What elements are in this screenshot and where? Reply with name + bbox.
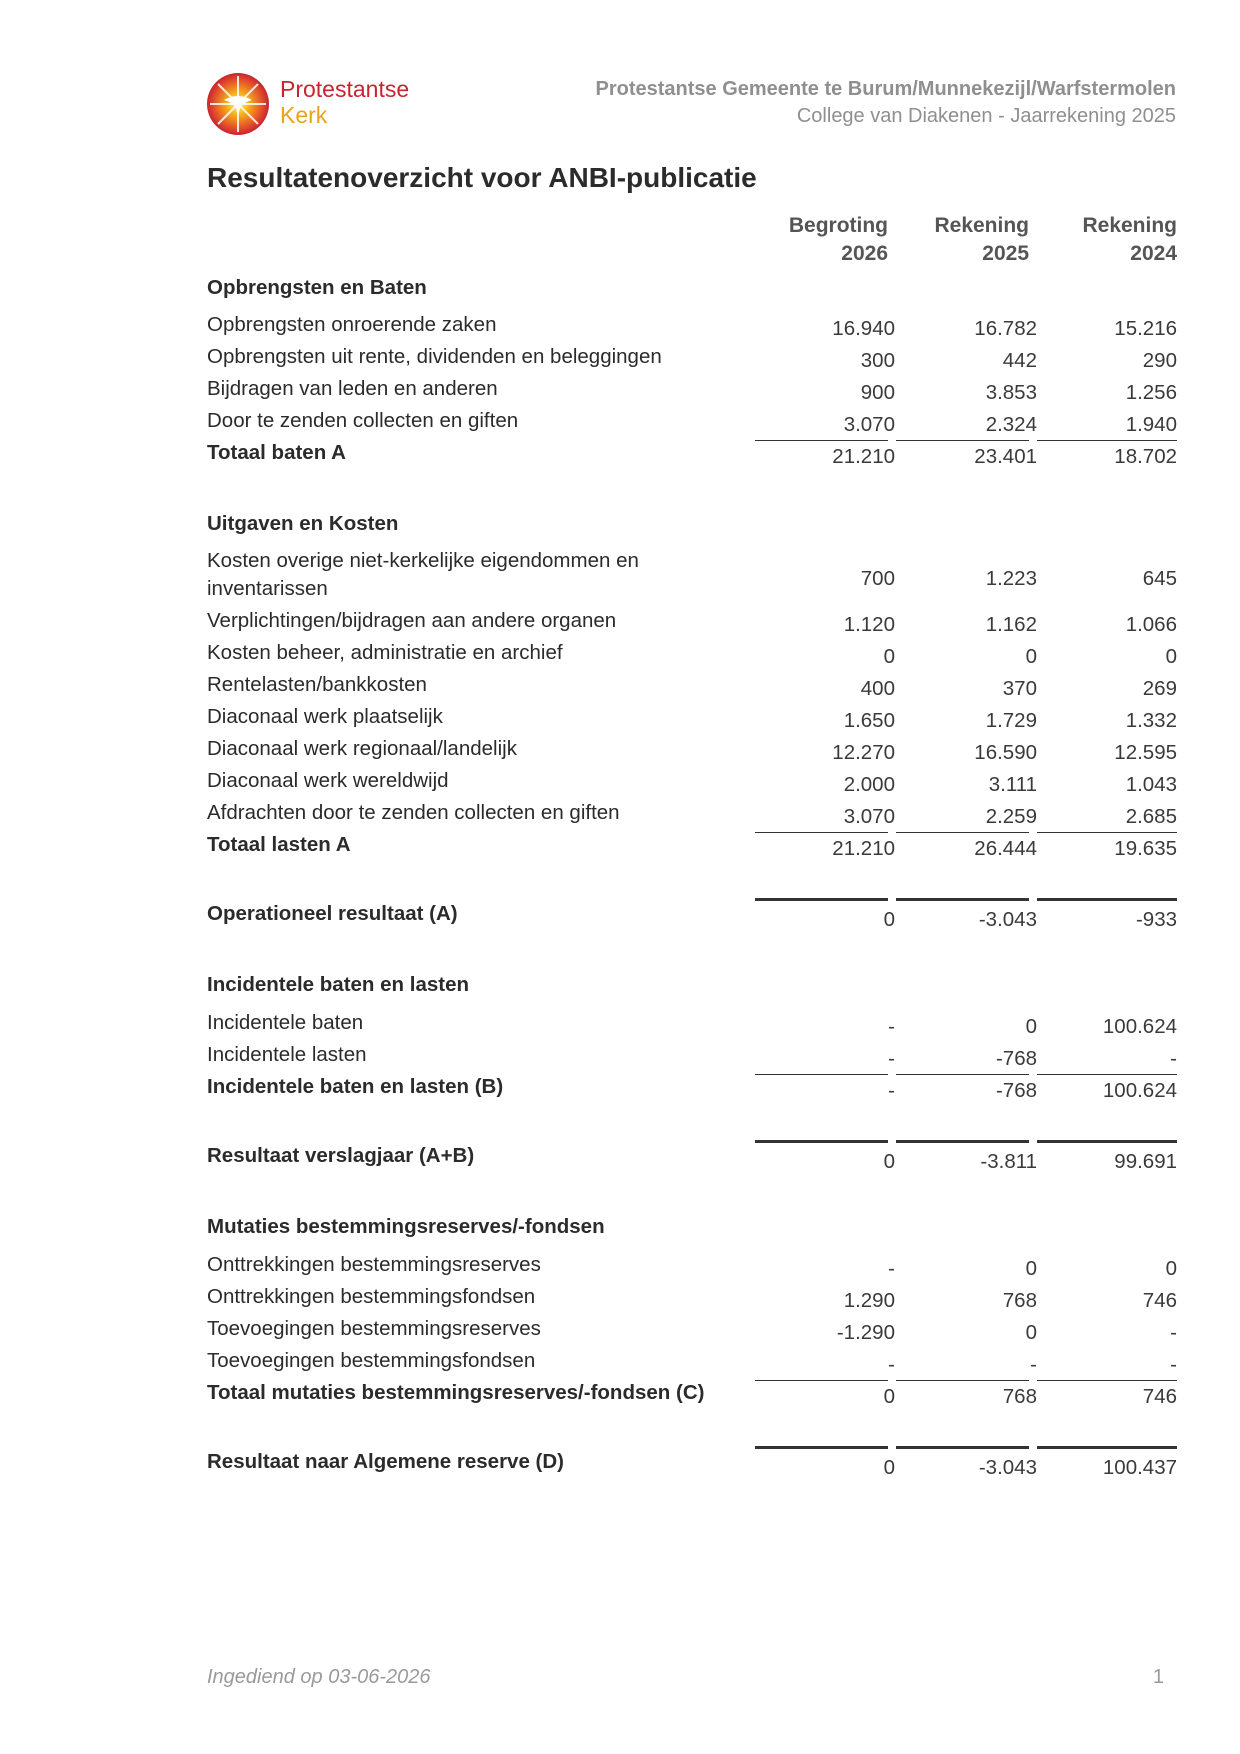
- value-rekening-2024: 1.256: [1125, 381, 1177, 404]
- total-row: [207, 1073, 1177, 1105]
- table-row: [207, 639, 1177, 671]
- value-rekening-2024: 100.624: [1102, 1015, 1177, 1038]
- value-begroting-2026: 1.290: [843, 1289, 895, 1312]
- row-label: Incidentele baten en lasten (B): [207, 1075, 504, 1098]
- value-rekening-2024: 746: [1142, 1385, 1177, 1408]
- page-number: 1: [1152, 1666, 1164, 1688]
- row-label: Diaconaal werk regionaal/landelijk: [207, 737, 517, 760]
- value-rekening-2025: -3.811: [980, 1150, 1037, 1173]
- value-rekening-2024: 1.043: [1125, 773, 1177, 796]
- value-rekening-2024: 1.066: [1125, 613, 1177, 636]
- value-rekening-2024: 1.332: [1125, 709, 1177, 732]
- value-rekening-2024: 1.940: [1125, 413, 1177, 436]
- value-rekening-2024: 290: [1142, 349, 1177, 372]
- column-header-line2: 2025: [982, 242, 1029, 265]
- row-label: Opbrengsten onroerende zaken: [207, 313, 497, 336]
- row-label: Operationeel resultaat (A): [207, 902, 458, 925]
- value-rekening-2025: -3.043: [978, 1456, 1037, 1479]
- row-label: Resultaat verslagjaar (A+B): [207, 1144, 475, 1167]
- organization-header: [595, 76, 1176, 130]
- logo-line-1: Protestantse: [280, 76, 410, 102]
- table-row: [207, 671, 1177, 703]
- value-begroting-2026: 0: [883, 645, 895, 668]
- value-begroting-2026: 700: [860, 567, 895, 590]
- value-rekening-2024: 100.624: [1102, 1079, 1177, 1102]
- row-label: Toevoegingen bestemmingsreserves: [207, 1317, 541, 1340]
- value-rekening-2025: 1.729: [985, 709, 1037, 732]
- result-row: [207, 900, 1177, 932]
- value-rekening-2025: 23.401: [974, 445, 1037, 468]
- table-row: [207, 703, 1177, 735]
- value-rekening-2025: -768: [995, 1079, 1037, 1102]
- column-header-line1: Rekening: [1082, 214, 1177, 237]
- value-rekening-2025: 370: [1002, 677, 1037, 700]
- total-row: [207, 1379, 1177, 1411]
- table-row: [207, 1347, 1177, 1379]
- value-rekening-2025: 3.853: [985, 381, 1037, 404]
- page-title: Resultatenoverzicht voor ANBI-publicatie: [207, 162, 757, 193]
- value-begroting-2026: -1.290: [836, 1321, 895, 1344]
- value-begroting-2026: 16.940: [832, 317, 895, 340]
- row-label: Totaal baten A: [207, 441, 346, 464]
- column-header-begroting-2026: [755, 212, 888, 268]
- value-rekening-2025: 0: [1025, 1257, 1037, 1280]
- column-header-line1: Begroting: [788, 214, 888, 237]
- section-heading-kosten: Uitgaven en Kosten: [207, 512, 399, 535]
- value-begroting-2026: -: [888, 1079, 895, 1102]
- result-row: [207, 1448, 1177, 1480]
- table-row: [207, 311, 1177, 343]
- row-label: [207, 547, 747, 603]
- value-rekening-2024: 18.702: [1114, 445, 1177, 468]
- value-begroting-2026: 21.210: [832, 837, 895, 860]
- total-row: [207, 439, 1177, 471]
- value-begroting-2026: 2.000: [843, 773, 895, 796]
- value-rekening-2024: 0: [1165, 1257, 1177, 1280]
- table-row: [207, 1283, 1177, 1315]
- row-label: Kosten beheer, administratie en archief: [207, 641, 563, 664]
- value-rekening-2025: 2.259: [985, 805, 1037, 828]
- value-rekening-2025: 768: [1002, 1289, 1037, 1312]
- row-label: Onttrekkingen bestemmingsfondsen: [207, 1285, 536, 1308]
- table-row: [207, 767, 1177, 799]
- table-row: [207, 1009, 1177, 1041]
- value-rekening-2024: 12.595: [1114, 741, 1177, 764]
- column-header-rekening-2025: [896, 212, 1029, 268]
- value-begroting-2026: 3.070: [843, 805, 895, 828]
- protestantse-kerk-logo-icon: [206, 72, 270, 136]
- value-rekening-2024: 0: [1165, 645, 1177, 668]
- value-rekening-2024: 746: [1142, 1289, 1177, 1312]
- value-rekening-2024: 100.437: [1102, 1456, 1177, 1479]
- value-begroting-2026: 1.120: [843, 613, 895, 636]
- row-label: Resultaat naar Algemene reserve (D): [207, 1450, 564, 1473]
- table-row: [207, 799, 1177, 831]
- value-rekening-2025: 26.444: [974, 837, 1037, 860]
- value-begroting-2026: 1.650: [843, 709, 895, 732]
- row-label: Verplichtingen/bijdragen aan andere organen: [207, 609, 617, 632]
- submission-date: Ingediend op 03-06-2026: [207, 1666, 431, 1688]
- value-begroting-2026: 21.210: [832, 445, 895, 468]
- row-label-line1: Kosten overige niet-kerkelijke eigendommen en: [207, 549, 639, 572]
- row-label: Bijdragen van leden en anderen: [207, 377, 498, 400]
- table-row: [207, 1251, 1177, 1283]
- value-rekening-2025: -: [1030, 1353, 1037, 1376]
- value-rekening-2025: -768: [995, 1047, 1037, 1070]
- row-label: Incidentele baten: [207, 1011, 364, 1034]
- row-label: Totaal lasten A: [207, 833, 351, 856]
- value-begroting-2026: 12.270: [832, 741, 895, 764]
- value-rekening-2025: 1.223: [985, 567, 1037, 590]
- table-row: [207, 375, 1177, 407]
- table-row: [207, 1315, 1177, 1347]
- value-rekening-2025: 0: [1025, 645, 1037, 668]
- value-rekening-2024: -: [1170, 1321, 1177, 1344]
- value-rekening-2025: 16.590: [974, 741, 1037, 764]
- value-begroting-2026: 0: [883, 1150, 895, 1173]
- value-begroting-2026: 900: [860, 381, 895, 404]
- value-begroting-2026: 400: [860, 677, 895, 700]
- value-begroting-2026: -: [888, 1353, 895, 1376]
- table-row: [207, 607, 1177, 639]
- row-label-line2: inventarissen: [207, 577, 328, 600]
- value-rekening-2024: 19.635: [1114, 837, 1177, 860]
- value-begroting-2026: 0: [883, 1456, 895, 1479]
- value-rekening-2024: -: [1170, 1353, 1177, 1376]
- value-rekening-2024: -: [1170, 1047, 1177, 1070]
- row-label: Afdrachten door te zenden collecten en giften: [207, 801, 620, 824]
- table-row: [207, 735, 1177, 767]
- document-subtitle: College van Diakenen - Jaarrekening 2025: [796, 105, 1176, 127]
- row-label: Onttrekkingen bestemmingsreserves: [207, 1253, 541, 1276]
- value-begroting-2026: 0: [883, 1385, 895, 1408]
- section-heading-mutaties: Mutaties bestemmingsreserves/-fondsen: [207, 1215, 605, 1238]
- row-label: Incidentele lasten: [207, 1043, 367, 1066]
- value-rekening-2024: 645: [1142, 567, 1177, 590]
- value-rekening-2025: 16.782: [974, 317, 1037, 340]
- section-heading-baten: Opbrengsten en Baten: [207, 276, 427, 299]
- row-label: Toevoegingen bestemmingsfondsen: [207, 1349, 536, 1372]
- column-header-rekening-2024: [1037, 212, 1177, 268]
- column-header-line1: Rekening: [934, 214, 1029, 237]
- row-label: Diaconaal werk wereldwijd: [207, 769, 449, 792]
- value-begroting-2026: -: [888, 1047, 895, 1070]
- table-row: [207, 1041, 1177, 1073]
- value-rekening-2025: 442: [1002, 349, 1037, 372]
- logo-wordmark: [280, 76, 409, 128]
- value-begroting-2026: -: [888, 1015, 895, 1038]
- row-label: Opbrengsten uit rente, dividenden en beleggingen: [207, 345, 662, 368]
- value-begroting-2026: 3.070: [843, 413, 895, 436]
- value-rekening-2025: -3.043: [978, 908, 1037, 931]
- row-label: Door te zenden collecten en giften: [207, 409, 519, 432]
- column-header-line2: 2026: [841, 242, 888, 265]
- value-rekening-2024: 99.691: [1114, 1150, 1177, 1173]
- value-rekening-2025: 3.111: [988, 773, 1037, 796]
- table-row: [207, 547, 1177, 607]
- table-row: [207, 407, 1177, 439]
- logo-line-2: Kerk: [280, 102, 328, 128]
- value-rekening-2025: 0: [1025, 1321, 1037, 1344]
- value-begroting-2026: 300: [860, 349, 895, 372]
- result-row: [207, 1142, 1177, 1174]
- value-rekening-2025: 0: [1025, 1015, 1037, 1038]
- organization-name: Protestantse Gemeente te Burum/Munnekezijl/Warfstermolen: [595, 78, 1176, 100]
- row-label: Rentelasten/bankkosten: [207, 673, 427, 696]
- value-rekening-2024: -933: [1135, 908, 1177, 931]
- value-rekening-2024: 15.216: [1114, 317, 1177, 340]
- value-rekening-2025: 768: [1002, 1385, 1037, 1408]
- table-row: [207, 343, 1177, 375]
- value-begroting-2026: -: [888, 1257, 895, 1280]
- value-begroting-2026: 0: [883, 908, 895, 931]
- row-label: Totaal mutaties bestemmingsreserves/-fondsen (C): [207, 1381, 705, 1404]
- section-heading-incidenteel: Incidentele baten en lasten: [207, 973, 470, 996]
- row-label: Diaconaal werk plaatselijk: [207, 705, 443, 728]
- value-rekening-2025: 1.162: [985, 613, 1037, 636]
- column-header-line2: 2024: [1130, 242, 1177, 265]
- value-rekening-2024: 2.685: [1125, 805, 1177, 828]
- value-rekening-2025: 2.324: [985, 413, 1037, 436]
- value-rekening-2024: 269: [1142, 677, 1177, 700]
- total-row: [207, 831, 1177, 863]
